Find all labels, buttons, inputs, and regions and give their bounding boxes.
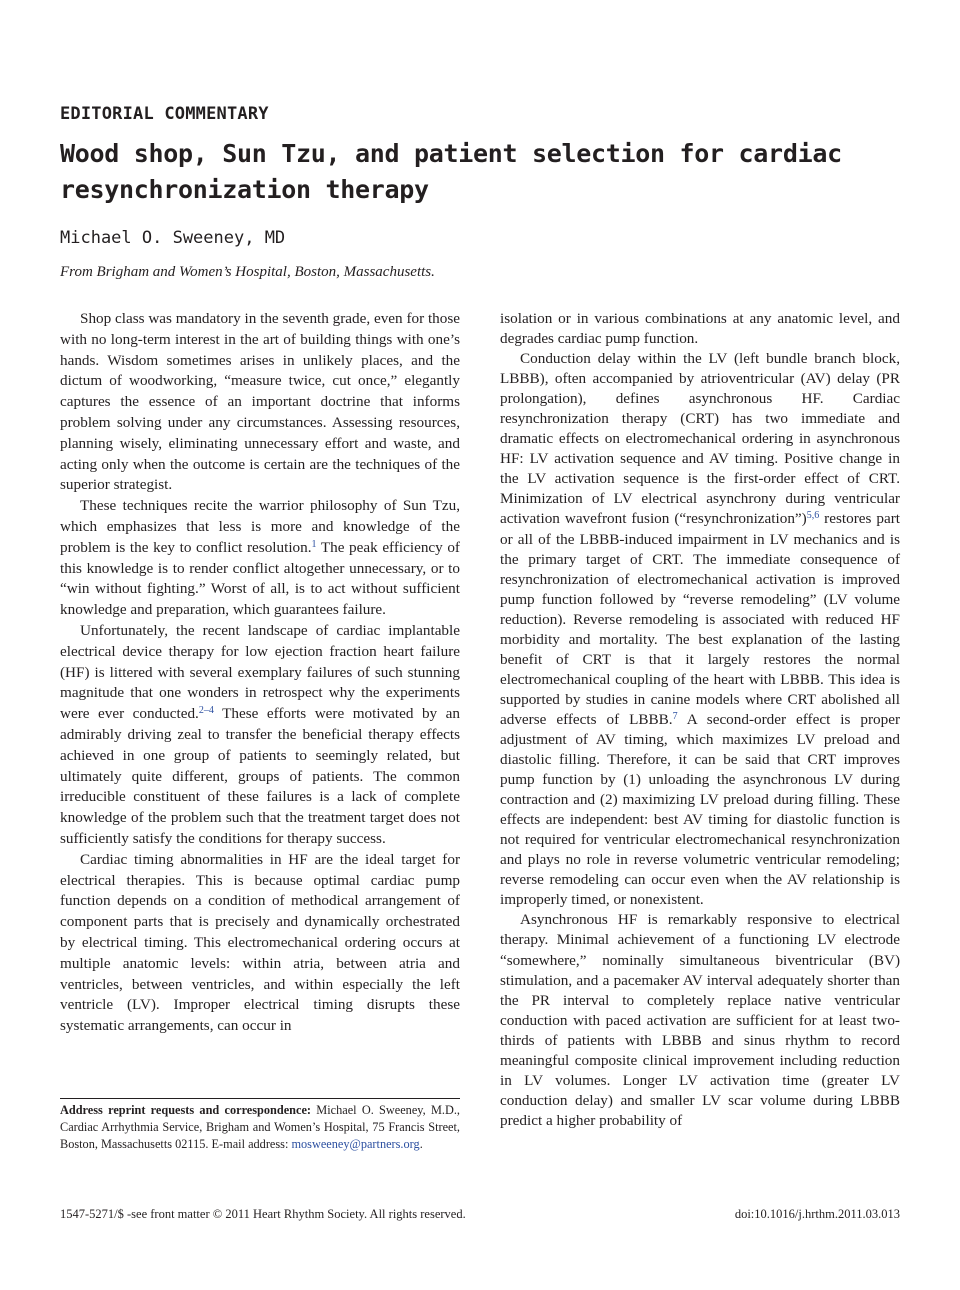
paragraph-text: A second-order effect is proper adjustment of AV timing, which maximizes LV preload and diastolic filling. Therefore, it can be said that CRT improves pump function by (1) unloading the asynchronous LV during contraction and (2) maximizing LV preload during filling. These effects are independent: best AV timing for diastolic function is not required for ventricular electromechanical resynchronization and plays no role in reverse volumetric ventricular remodeling; reverse remodeling can occur even when the AV relationship is improperly timed, or nonexistent. (500, 710, 900, 909)
paragraph (60, 621, 460, 850)
citation-reference[interactable]: 1 (311, 538, 317, 550)
author-name: Michael O. Sweeney, MD (60, 228, 286, 248)
citation-reference[interactable]: 2–4 (198, 705, 214, 717)
footnote-divider (60, 1098, 460, 1099)
author-affiliation: From Brigham and Women’s Hospital, Boston, Massachusetts. (60, 264, 435, 280)
paragraph-text: These techniques recite the warrior philosophy of Sun Tzu, which emphasizes that less is more and knowledge of the problem is the key to conflict resolution. (60, 497, 460, 556)
paragraph: Shop class was mandatory in the seventh grade, even for those with no long-term interest in the art of building things with one’s hands. Wisdom sometimes arises in unlikely places, and the dictum of woodworking, “measure twice, cut once,” elegantly captures the essence of an important doctrine that informs problem solving under any circumstances. Assessing resources, planning wisely, eliminating unnecessary effort and waste, and acting only when the outcome is certain are the techniques of the superior strategist. (60, 310, 461, 494)
footnote-text: Michael O. Sweeney, M.D., Cardiac Arrhythmia Service, Brigham and Women’s Hospital, 75 Francis Street, Boston, Massachusetts 02115. E-mail address: (60, 1103, 460, 1152)
paragraph-text: These efforts were motivated by an admirably driving zeal to transfer the beneficial therapy effects achieved in one group of patients to seemingly related, but ultimately quite different, groups of patients. The common irreducible constituent of these failures is a lack of complete knowledge of the problem such that the treatment target does not sufficiently satisfy the conditions for therapy success. (60, 705, 460, 847)
doi-footer[interactable]: doi:10.1016/j.hrthm.2011.03.013 (734, 1207, 900, 1221)
paragraph-text: The peak efficiency of this knowledge is to render conflict altogether unnecessary, or to “win without fighting.” Worst of all, is to act without sufficient knowledge and preparation, which guarantees failure. (60, 538, 460, 619)
section-kicker: EDITORIAL COMMENTARY (60, 104, 269, 124)
paragraph (60, 496, 460, 621)
body-column-left (60, 309, 460, 1037)
article-title: Wood shop, Sun Tzu, and patient selection for cardiac resynchronization therapy (60, 139, 842, 204)
paragraph: Asynchronous HF is remarkably responsive to electrical therapy. Minimal achievement of a functioning LV electrode “somewhere,” nominally simultaneous biventricular (BV) stimulation, and a pacemaker AV interval adequately shorter than the PR interval to completely replace native ventricular conduction with paced activation are sufficient for at least two-thirds of patients with LBBB and sinus rhythm to record meaningful composite clinical improvement including reduction in LV volumes. Longer LV activation time (greater LV conduction delay) and smaller LV scar volume during LBBB predict a higher probability of (500, 911, 900, 1129)
paragraph-text: Unfortunately, the recent landscape of cardiac implantable electrical device therapy for low ejection fraction heart failure (HF) is littered with several exemplary failures of such stunning magnitude that one wonders in retrospect why the experiments were ever conducted. (60, 621, 460, 723)
paragraph: Cardiac timing abnormalities in HF are the ideal target for electrical therapies. This is because optimal cardiac pump function depends on a condition of methodical arrangement of component parts that is precisely and dynamically orchestrated by electrical timing. This electromechanical ordering occurs at multiple anatomic levels: within atria, between atria and ventricles, between ventricles, and within especially the left ventricle (LV). Improper electrical timing disrupts these systematic arrangements, can occur in (60, 850, 460, 1035)
footnote-end: . (419, 1137, 423, 1152)
citation-reference[interactable]: 7 (672, 710, 678, 722)
paragraph-text: restores part or all of the LBBB-induced impairment in LV mechanics and is the primary target of CRT. The immediate consequence of resynchronization of electromechanical activation is improved pump function followed by “reverse remodeling” (LV volume reduction). Reverse remodeling is associated with reduced HF morbidity and mortality. The best explanation of the lasting benefit of CRT is that it largely restores the normal electromechanical coupling of the heart with LBBB. This idea is supported by studies in canine models where CRT abolished all adverse effects of LBBB. (500, 510, 900, 728)
body-column-right (500, 309, 900, 1131)
copyright-footer: 1547-5271/$ -see front matter © 2011 Heart Rhythm Society. All rights reserved. (60, 1207, 466, 1221)
paragraph-text: Conduction delay within the LV (left bundle branch block, LBBB), often accompanied by atrioventricular (AV) delay (PR prolongation), defines asynchronous HF. Cardiac resynchronization therapy (CRT) has two immediate and dramatic effects on electromechanical ordering in asynchronous HF: LV activation sequence and AV timing. Positive change in the LV activation sequence is the first-order effect of CRT. Minimization of LV electrical asynchrony during ventricular activation wavefront fusion (“resynchronization”) (500, 350, 900, 528)
paragraph (500, 349, 900, 910)
email-link[interactable]: mosweeney@partners.org (291, 1137, 420, 1152)
citation-reference[interactable]: 5,6 (806, 510, 820, 522)
footnote-label: Address reprint requests and correspondence: (60, 1103, 312, 1117)
correspondence-footnote (60, 1102, 460, 1154)
paragraph: isolation or in various combinations at any anatomic level, and degrades cardiac pump function. (500, 310, 900, 348)
